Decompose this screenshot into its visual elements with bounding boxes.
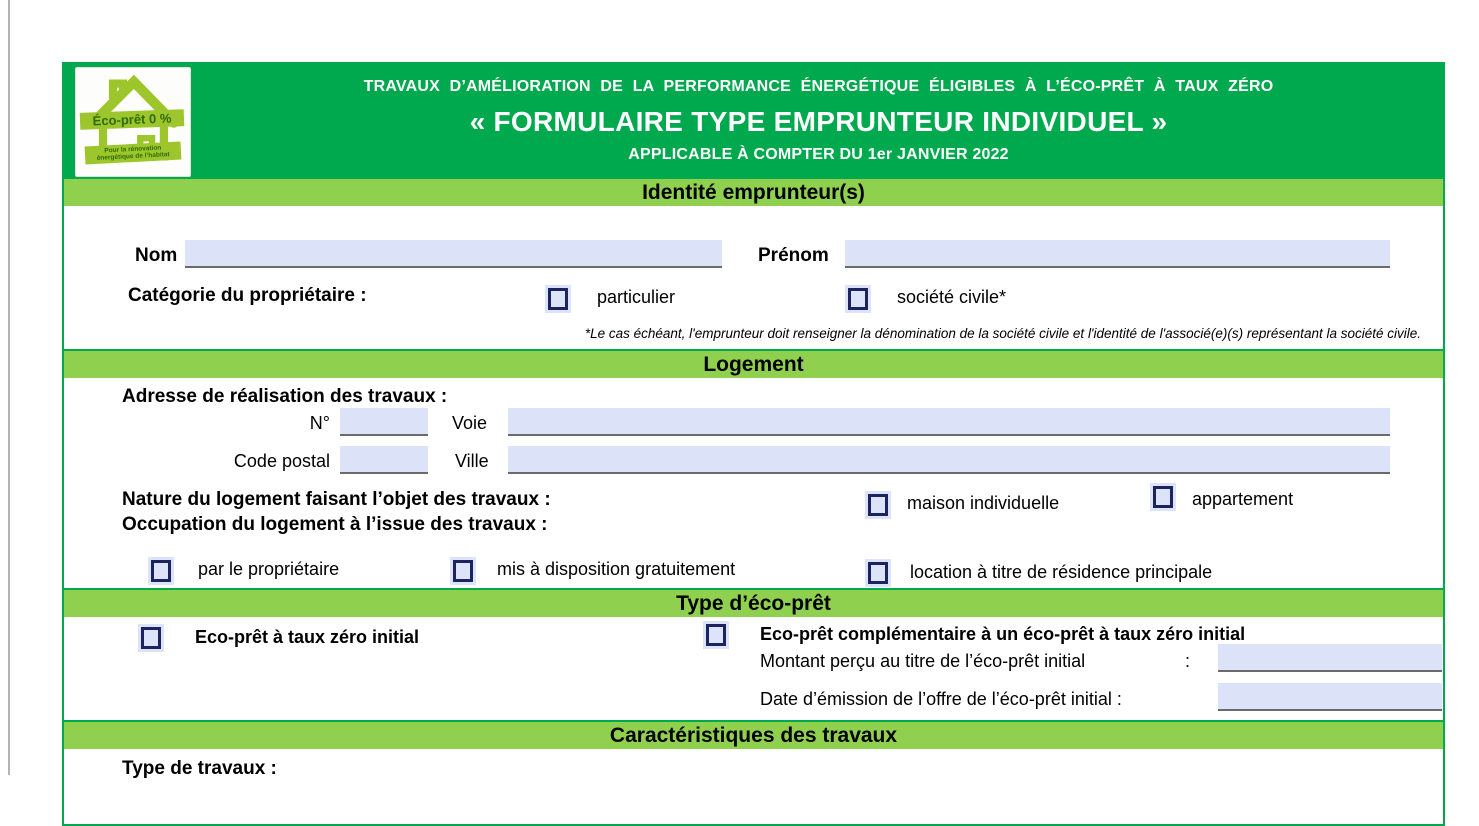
par-le-proprietaire-label: par le propriétaire [198,559,340,579]
montant-percu-input[interactable] [1218,644,1442,672]
checkbox-par-le-proprietaire[interactable] [151,560,171,582]
header-line1: TRAVAUX D’AMÉLIORATION DE LA PERFORMANCE ÉNERGÉTIQUE ÉLIGIBLES À L’ÉCO-PRÊT À TAUX ZÉRO [363,78,1274,95]
section-title-logement: Logement [64,349,1443,380]
logo-tagline: Pour la rénovation énergétique de l’habitat [85,142,182,165]
section-caracteristiques [64,751,1443,779]
montant-percu-label: Montant perçu au titre de l’éco-prêt initial [760,651,1086,671]
checkbox-maison-individuelle[interactable] [868,494,888,516]
numero-input[interactable] [340,408,428,436]
societe-civile-footnote: *Le cas échéant, l'emprunteur doit renseigner la dénomination de la société civile et l'identité de l'associé(e)(s) représentant la société civile. [584,326,1421,341]
section-title-caracteristiques: Caractéristiques des travaux [64,720,1443,751]
checkbox-eco-pret-complementaire[interactable] [706,624,726,646]
section-identite [64,208,1443,349]
checkbox-location-residence[interactable] [868,562,888,584]
section-title-identite: Identité emprunteur(s) [64,177,1443,208]
code-postal-label: Code postal [233,451,330,471]
checkbox-appartement[interactable] [1153,486,1173,508]
particulier-label: particulier [597,287,676,307]
checkbox-eco-pret-initial[interactable] [141,627,161,649]
maison-individuelle-label: maison individuelle [907,493,1060,513]
logo-title: Éco-prêt 0 % [80,109,185,130]
checkbox-particulier[interactable] [548,288,568,310]
nom-label: Nom [135,245,178,266]
section-type-eco-pret [64,619,1443,720]
checkbox-mis-a-disposition[interactable] [453,560,473,582]
eco-pret-complementaire-label: Eco-prêt complémentaire à un éco-prêt à taux zéro initial [760,624,1246,644]
prenom-input[interactable] [845,240,1390,268]
mis-a-disposition-label: mis à disposition gratuitement [497,559,736,579]
eco-pret-logo [75,67,191,177]
ville-label: Ville [455,451,489,471]
voie-label: Voie [452,413,488,433]
form-header [64,64,1443,177]
montant-percu-colon: : [1185,651,1191,671]
header-titles [194,64,1443,177]
page-edge-line [8,0,10,775]
checkbox-societe-civile[interactable] [848,288,868,310]
appartement-label: appartement [1192,489,1294,509]
prenom-label: Prénom [758,245,829,266]
occupation-logement-label: Occupation du logement à l’issue des travaux : [122,514,548,535]
societe-civile-label: société civile* [897,287,1007,307]
nom-input[interactable] [185,240,722,268]
eco-pret-initial-label: Eco-prêt à taux zéro initial [195,627,420,647]
type-travaux-label: Type de travaux : [122,758,277,779]
form-title: « FORMULAIRE TYPE EMPRUNTEUR INDIVIDUEL » [469,106,1168,137]
eco-pret-form [62,62,1445,826]
header-line3: APPLICABLE À COMPTER DU 1er JANVIER 2022 [628,146,1009,163]
date-emission-label: Date d’émission de l’offre de l’éco-prêt initial : [760,689,1122,709]
voie-input[interactable] [508,408,1390,436]
section-logement [64,380,1443,588]
location-residence-label: location à titre de résidence principale [910,562,1213,582]
date-emission-input[interactable] [1218,683,1442,711]
numero-label: N° [309,413,330,433]
ville-input[interactable] [508,446,1390,474]
section-title-type-eco-pret: Type d’éco-prêt [64,588,1443,619]
categorie-proprietaire-label: Catégorie du propriétaire : [128,285,367,306]
code-postal-input[interactable] [340,446,428,474]
adresse-travaux-label: Adresse de réalisation des travaux : [122,386,448,407]
nature-logement-label: Nature du logement faisant l’objet des travaux : [122,489,551,510]
